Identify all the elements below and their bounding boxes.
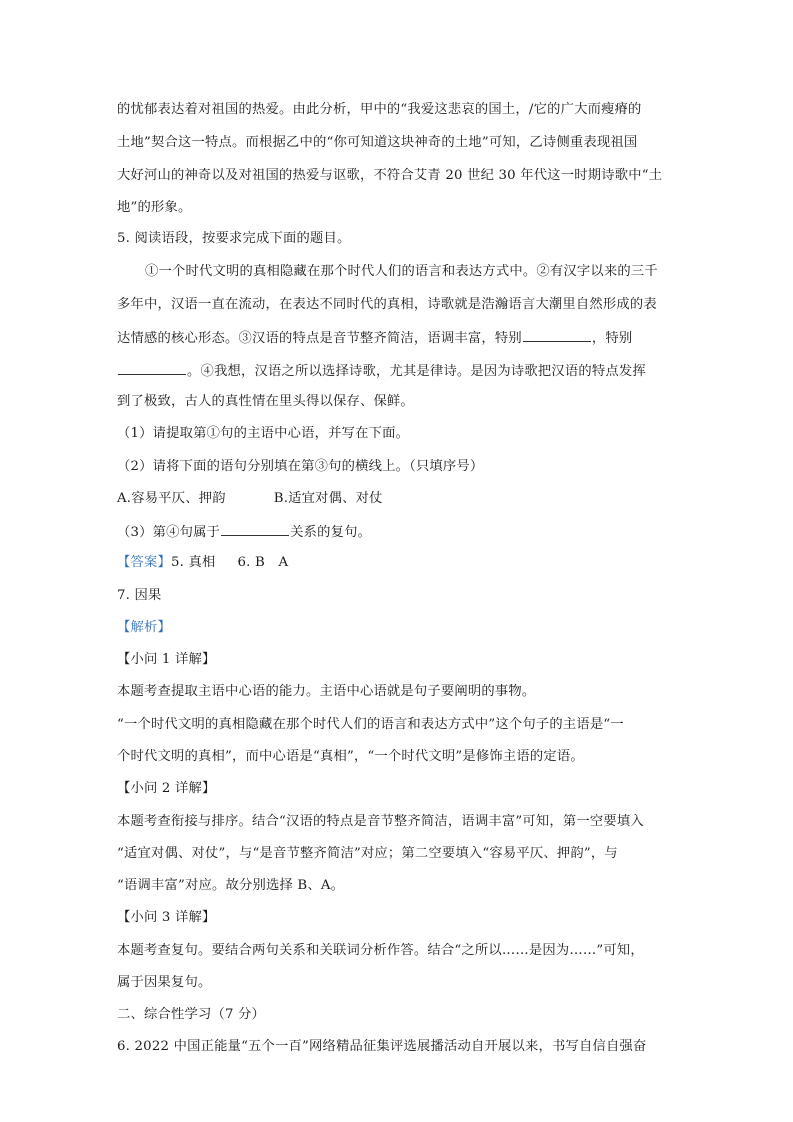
fill-blank-1 (523, 327, 591, 342)
question-5-title: 5. 阅读语段，按要求完成下面的题目。 (117, 231, 351, 246)
q1-line-2: “一个时代文明的真相隐藏在那个时代人们的语言和表达方式中”这个句子的主语是“一 (117, 717, 624, 732)
sub-question-1: （1）请提取第①句的主语中心语，并写在下面。 (117, 426, 410, 441)
passage-line-3-tail: ，特别 (591, 331, 633, 346)
passage-line-4 (117, 360, 646, 382)
sub-question-2: （2）请将下面的语句分别填在第③句的横线上。（只填序号） (117, 459, 484, 474)
sub-question-3 (117, 521, 371, 543)
prev-answer-line-3: 大好河山的神奇以及对祖国的热爱与讴歌，不符合艾青 20 世纪 30 年代这一时期诗歌中“土 (117, 168, 663, 183)
q2-line-1: 本题考查衔接与排序。结合“汉语的特点是音节整齐简洁，语调丰富”可知，第一空要填入 (117, 814, 644, 829)
q3-heading: 【小问 3 详解】 (117, 910, 216, 925)
answer-line (117, 553, 288, 573)
q1-heading: 【小问 1 详解】 (117, 652, 216, 667)
answer-6: 6. B A (237, 555, 289, 570)
q3-line-1: 本题考查复句。要结合两句关系和关联词分析作答。结合“之所以……是因为……”可知， (117, 943, 644, 958)
analysis-label: 【解析】 (117, 620, 171, 635)
passage-line-2: 多年中，汉语一直在流动，在表达不同时代的真相，诗歌就是浩瀚语言大潮里自然形成的表 (117, 297, 657, 312)
section-2-title: 二、综合性学习（7 分） (117, 1007, 266, 1022)
prev-answer-line-1: 的忧郁表达着对祖国的热爱。由此分析，甲中的“我爱这悲哀的国土，/它的广大而瘦瘠的 (117, 102, 642, 117)
option-a: A.容易平仄、押韵 (117, 491, 226, 506)
answer-7: 7. 因果 (117, 588, 162, 603)
q3-line-2: 属于因果复句。 (117, 975, 212, 990)
q1-line-3: 个时代文明的真相”，而中心语是“真相”，“一个时代文明”是修饰主语的定语。 (117, 749, 584, 764)
options-line (117, 489, 383, 509)
q2-line-2: “适宜对偶、对仗”，与“是音节整齐简洁”对应；第二空要填入“容易平仄、押韵”，与 (117, 846, 618, 861)
passage-line-1: ①一个时代文明的真相隐藏在那个时代人们的语言和表达方式中。②有汉字以来的三千 (145, 264, 658, 279)
passage-line-3 (117, 327, 632, 349)
question-6-line-1: 6. 2022 中国正能量“五个一百”网络精品征集评选展播活动自开展以来，书写自信自强奋 (117, 1039, 647, 1054)
fill-blank-2 (118, 360, 186, 375)
answer-5: 5. 真相 (171, 555, 216, 570)
q2-line-3: “语调丰富”对应。故分别选择 B、A。 (117, 878, 345, 893)
prev-answer-line-4: 地”的形象。 (117, 200, 192, 215)
prev-answer-line-2: 土地”契合这一特点。而根据乙中的“你可知道这块神奇的土地”可知，乙诗侧重表现祖国 (117, 135, 638, 150)
fill-blank-3 (221, 521, 289, 536)
option-b: B.适宜对偶、对仗 (273, 491, 383, 506)
passage-line-4-text: 。④我想，汉语之所以选择诗歌，尤其是律诗。是因为诗歌把汉语的特点发挥 (187, 364, 646, 379)
passage-line-3-text: 达情感的核心形态。③汉语的特点是音节整齐简洁，语调丰富，特别 (117, 331, 522, 346)
sub-question-3-tail: 关系的复句。 (290, 525, 372, 540)
passage-line-5: 到了极致，古人的真性情在里头得以保存、保鲜。 (117, 394, 414, 409)
sub-question-3-text: （3）第④句属于 (117, 525, 221, 540)
q2-heading: 【小问 2 详解】 (117, 781, 216, 796)
q1-line-1: 本题考查提取主语中心语的能力。主语中心语就是句子要阐明的事物。 (117, 684, 536, 699)
answer-label: 【答案】 (117, 555, 171, 570)
